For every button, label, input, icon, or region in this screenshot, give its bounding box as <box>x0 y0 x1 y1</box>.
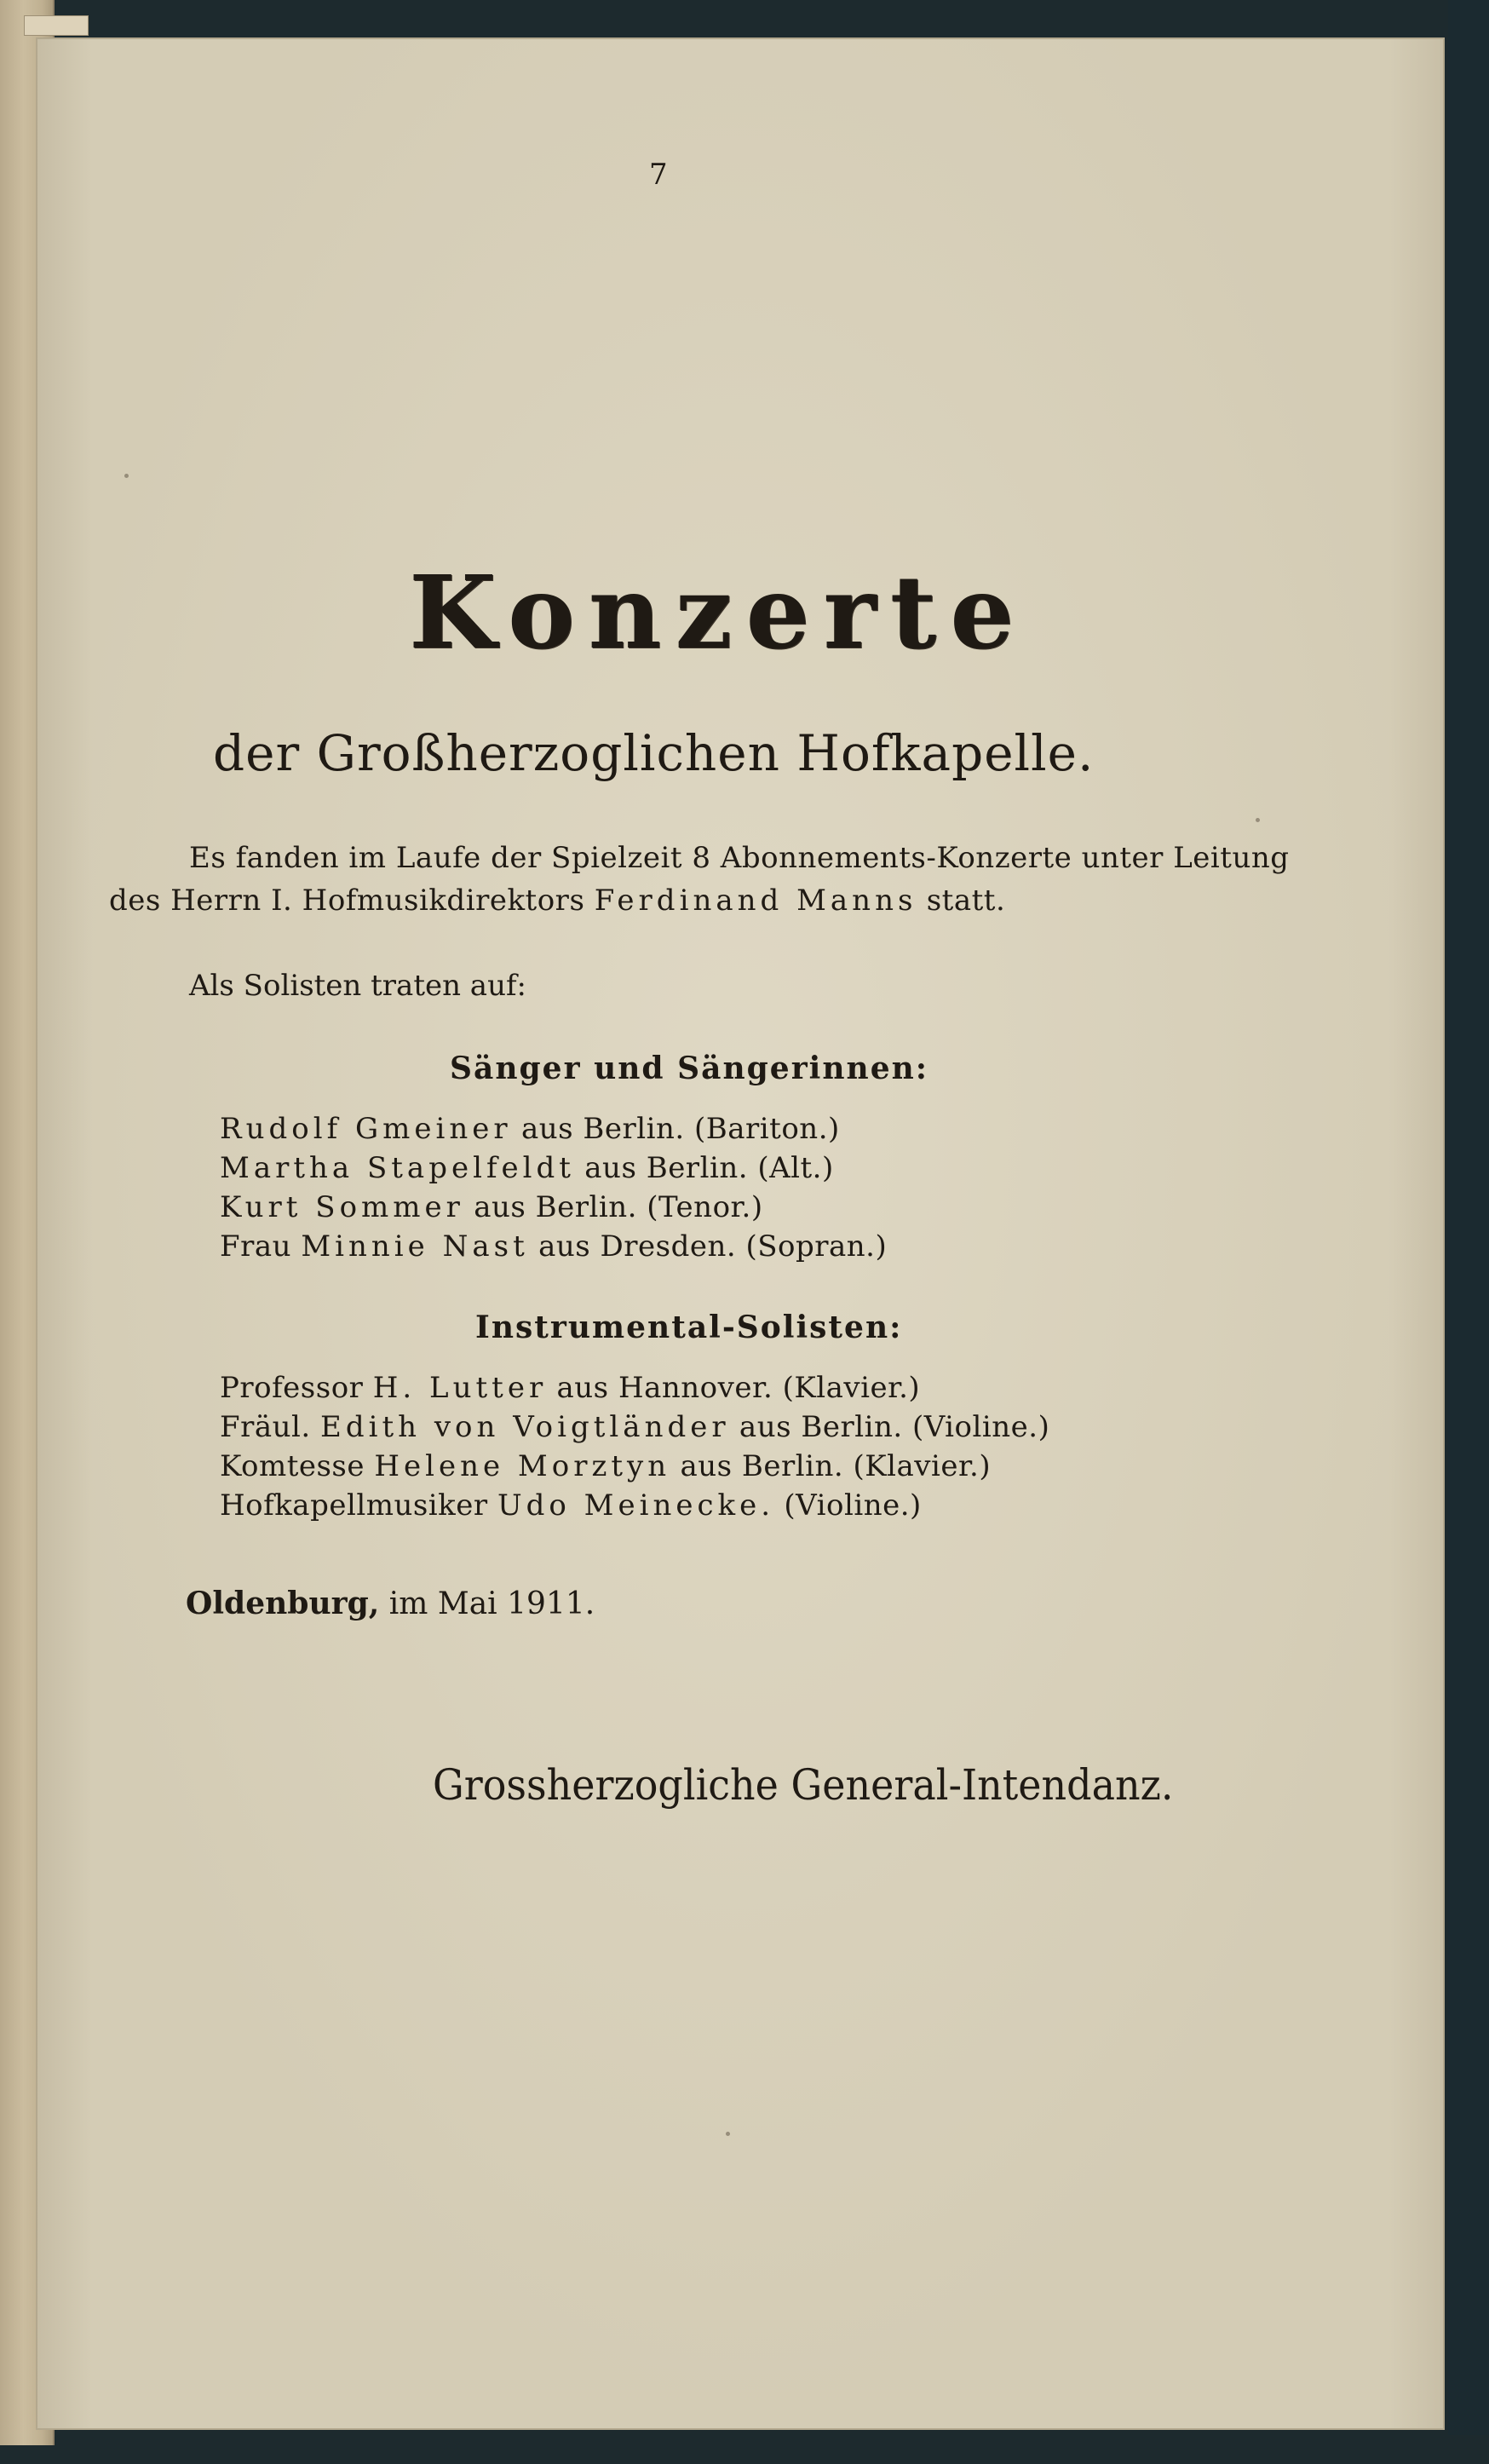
scan-backdrop-bottom <box>0 2435 1489 2464</box>
singer-detail: aus Dresden. (Sopran.) <box>538 1229 888 1264</box>
signature-line: Grossherzogliche General-Intendanz. <box>433 1760 1174 1810</box>
singer-entry <box>220 1112 840 1146</box>
instrumentalist-entry <box>220 1371 921 1405</box>
instrumentalist-detail: aus Hannover. (Klavier.) <box>556 1371 921 1405</box>
intro-line-2 <box>109 884 1006 918</box>
singer-detail: aus Berlin. (Alt.) <box>584 1151 834 1185</box>
intro-line-1: Es fanden im Laufe der Spielzeit 8 Abonnements-Konzerte unter Leitung <box>189 841 1290 875</box>
paper-speck <box>726 2132 730 2136</box>
singer-name: Kurt Sommer <box>220 1190 464 1224</box>
singer-name: Rudolf Gmeiner <box>220 1112 512 1146</box>
singer-prefix: Frau <box>220 1229 292 1264</box>
singers-heading: Sänger und Sängerinnen: <box>450 1051 929 1086</box>
conductor-name: Ferdinand Manns <box>594 884 917 918</box>
instrumentalist-prefix: Komtesse <box>220 1449 365 1483</box>
instrumentalist-name: Edith von Voigtländer <box>320 1410 730 1444</box>
singer-entry <box>220 1190 763 1224</box>
instrumentalist-prefix: Hofkapellmusiker <box>220 1488 488 1523</box>
instrumentalist-detail: (Violine.) <box>784 1488 922 1523</box>
instrumentalist-name: Udo Meinecke. <box>497 1488 775 1523</box>
instrumentalists-heading: Instrumental-Solisten: <box>475 1310 903 1345</box>
page-subtitle: der Großherzoglichen Hofkapelle. <box>213 724 1095 782</box>
instrumentalist-detail: aus Berlin. (Violine.) <box>739 1410 1050 1444</box>
singer-entry <box>220 1229 888 1264</box>
instrumentalist-prefix: Professor <box>220 1371 364 1405</box>
paper-speck <box>124 474 129 478</box>
instrumentalist-name: Helene Morztyn <box>374 1449 671 1483</box>
soloists-intro: Als Solisten traten auf: <box>189 969 527 1003</box>
spine-tab <box>24 15 89 36</box>
place: Oldenburg, <box>186 1586 380 1621</box>
instrumentalist-entry <box>220 1410 1050 1444</box>
instrumentalist-name: H. Lutter <box>372 1371 548 1405</box>
instrumentalist-detail: aus Berlin. (Klavier.) <box>680 1449 992 1483</box>
intro-line-2-prefix: des Herrn I. Hofmusikdirektors <box>109 884 585 918</box>
singer-detail: aus Berlin. (Tenor.) <box>474 1190 763 1224</box>
singer-detail: aus Berlin. (Bariton.) <box>520 1112 840 1146</box>
instrumentalist-prefix: Fräul. <box>220 1410 311 1444</box>
instrumentalist-entry <box>220 1488 922 1523</box>
instrumentalist-entry <box>220 1449 992 1483</box>
date: im Mai 1911. <box>388 1586 595 1621</box>
scan-backdrop-right <box>1448 0 1489 2464</box>
page-title: Konzerte <box>409 553 1028 671</box>
singer-name: Minnie Nast <box>301 1229 529 1264</box>
singer-entry <box>220 1151 834 1185</box>
place-and-date <box>186 1588 595 1620</box>
intro-line-2-suffix: statt. <box>926 884 1006 918</box>
paper-speck <box>1256 818 1260 822</box>
page-number: 7 <box>649 158 668 192</box>
singer-name: Martha Stapelfeldt <box>220 1151 575 1185</box>
